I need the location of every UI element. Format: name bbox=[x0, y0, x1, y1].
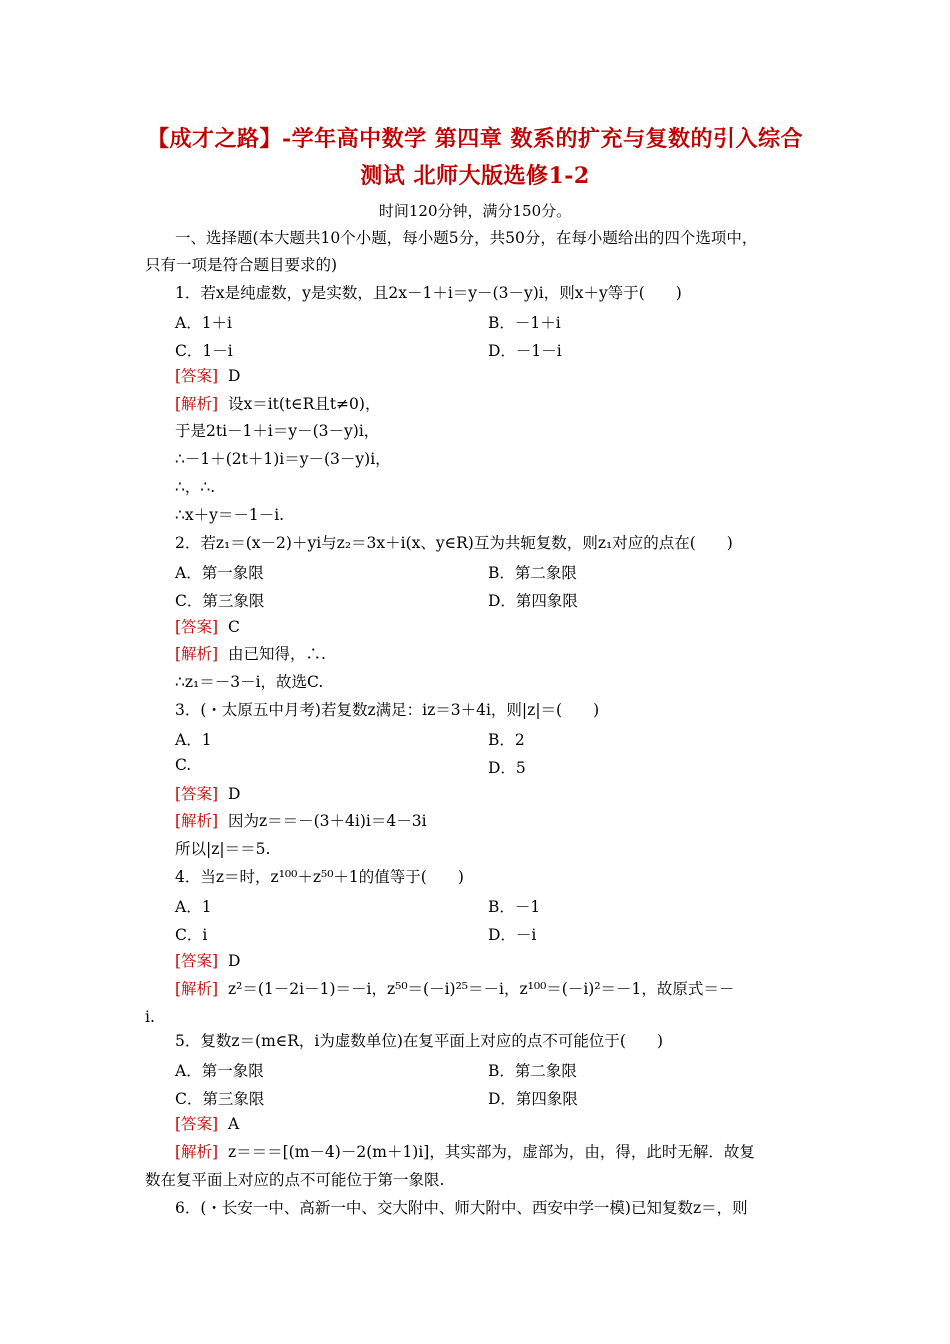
answer-label: [答案] bbox=[175, 367, 219, 385]
question-stem: 1．若x是纯虚数，y是实数，且2x－1＋i＝y－(3－y)i，则x＋y等于( ) bbox=[175, 284, 682, 302]
section-heading: 一、选择题(本大题共10个小题，每小题5分，共50分，在每小题给出的四个选项中， bbox=[175, 229, 758, 247]
answer-line bbox=[175, 366, 240, 386]
question-stem: 5．复数z＝(m∈R，i为虚数单位)在复平面上对应的点不可能位于( ) bbox=[175, 1032, 664, 1050]
analysis-text: ∴z₁＝－3－i，故选C. bbox=[175, 673, 324, 691]
analysis-label: [解析] bbox=[175, 812, 219, 830]
analysis-line bbox=[175, 394, 380, 414]
option-b: B．第二象限 bbox=[488, 564, 577, 582]
answer-line bbox=[175, 784, 240, 804]
analysis-text: 于是2ti－1＋i＝y－(3－y)i， bbox=[175, 422, 380, 440]
option-a: A．第一象限 bbox=[175, 564, 264, 582]
option-d: D．5 bbox=[488, 759, 526, 777]
option-c: C．第三象限 bbox=[175, 1090, 265, 1108]
option-d: D．第四象限 bbox=[488, 1090, 578, 1108]
option-d: D．－1－i bbox=[488, 342, 562, 360]
analysis-text: 设x＝it(t∈R且t≠0)， bbox=[227, 395, 381, 413]
answer-label: [答案] bbox=[175, 1115, 219, 1133]
question-stem: 3．(・太原五中月考)若复数z满足：iz＝3＋4i，则|z|＝( ) bbox=[175, 701, 600, 719]
option-d: D．第四象限 bbox=[488, 592, 578, 610]
answer-line bbox=[175, 1114, 239, 1134]
analysis-text: z＝＝＝[(m－4)－2(m＋1)i]，其实部为，虚部为，由，得，此时无解．故复 bbox=[227, 1143, 755, 1161]
answer-label: [答案] bbox=[175, 785, 219, 803]
answer-label: [答案] bbox=[175, 952, 219, 970]
option-c: C. bbox=[175, 756, 192, 774]
analysis-label: [解析] bbox=[175, 395, 219, 413]
analysis-label: [解析] bbox=[175, 1143, 219, 1161]
analysis-line bbox=[175, 979, 734, 999]
document-title-line1: 【成才之路】-学年高中数学 第四章 数系的扩充与复数的引入综合 bbox=[147, 126, 803, 152]
analysis-line bbox=[175, 811, 427, 831]
option-c: C．1－i bbox=[175, 342, 233, 360]
option-b: B．－1＋i bbox=[488, 314, 561, 332]
analysis-text: 因为z＝＝－(3＋4i)i＝4－3i bbox=[227, 812, 427, 830]
analysis-text: z²＝(1－2i－1)＝－i，z⁵⁰＝(－i)²⁵＝－i，z¹⁰⁰＝(－i)²＝－1，故原式＝－ bbox=[227, 980, 735, 998]
answer-label: [答案] bbox=[175, 618, 219, 636]
analysis-text: ∴x＋y＝－1－i. bbox=[175, 506, 285, 524]
document-title-line2: 测试 北师大版选修1-2 bbox=[360, 163, 590, 189]
time-note: 时间120分钟，满分150分。 bbox=[378, 202, 572, 220]
answer-value: C bbox=[227, 618, 240, 636]
option-b: B．－1 bbox=[488, 898, 541, 916]
analysis-line bbox=[175, 644, 326, 664]
analysis-label: [解析] bbox=[175, 645, 219, 663]
analysis-text: 由已知得，∴. bbox=[227, 645, 326, 663]
question-stem: 2．若z₁＝(x－2)＋yi与z₂＝3x＋i(x、y∈R)互为共轭复数，则z₁对应的点在( ) bbox=[175, 534, 733, 552]
answer-line bbox=[175, 951, 240, 971]
section-heading-cont: 只有一项是符合题目要求的) bbox=[145, 256, 338, 274]
option-a: A．1＋i bbox=[175, 314, 233, 332]
option-a: A．第一象限 bbox=[175, 1062, 264, 1080]
analysis-text: ∴，∴. bbox=[175, 478, 216, 496]
analysis-line bbox=[175, 1142, 755, 1162]
option-a: A．1 bbox=[175, 898, 212, 916]
question-stem: 4．当z＝时，z¹⁰⁰＋z⁵⁰＋1的值等于( ) bbox=[175, 868, 464, 886]
answer-value: D bbox=[227, 952, 241, 970]
option-a: A．1 bbox=[175, 731, 212, 749]
option-b: B．第二象限 bbox=[488, 1062, 577, 1080]
answer-value: D bbox=[227, 367, 241, 385]
answer-value: D bbox=[227, 785, 241, 803]
question-stem: 6．(・长安一中、高新一中、交大附中、师大附中、西安中学一模)已知复数z＝，则 bbox=[175, 1199, 748, 1217]
analysis-text: 数在复平面上对应的点不可能位于第一象限. bbox=[145, 1171, 445, 1189]
answer-value: A bbox=[227, 1115, 240, 1133]
option-b: B．2 bbox=[488, 731, 525, 749]
analysis-text: i. bbox=[145, 1008, 155, 1026]
option-c: C．第三象限 bbox=[175, 592, 265, 610]
analysis-label: [解析] bbox=[175, 980, 219, 998]
option-c: C．i bbox=[175, 926, 208, 944]
analysis-text: 所以|z|＝＝5. bbox=[175, 840, 271, 858]
answer-line bbox=[175, 617, 240, 637]
analysis-text: ∴－1＋(2t＋1)i＝y－(3－y)i， bbox=[175, 450, 391, 468]
option-d: D．－i bbox=[488, 926, 537, 944]
